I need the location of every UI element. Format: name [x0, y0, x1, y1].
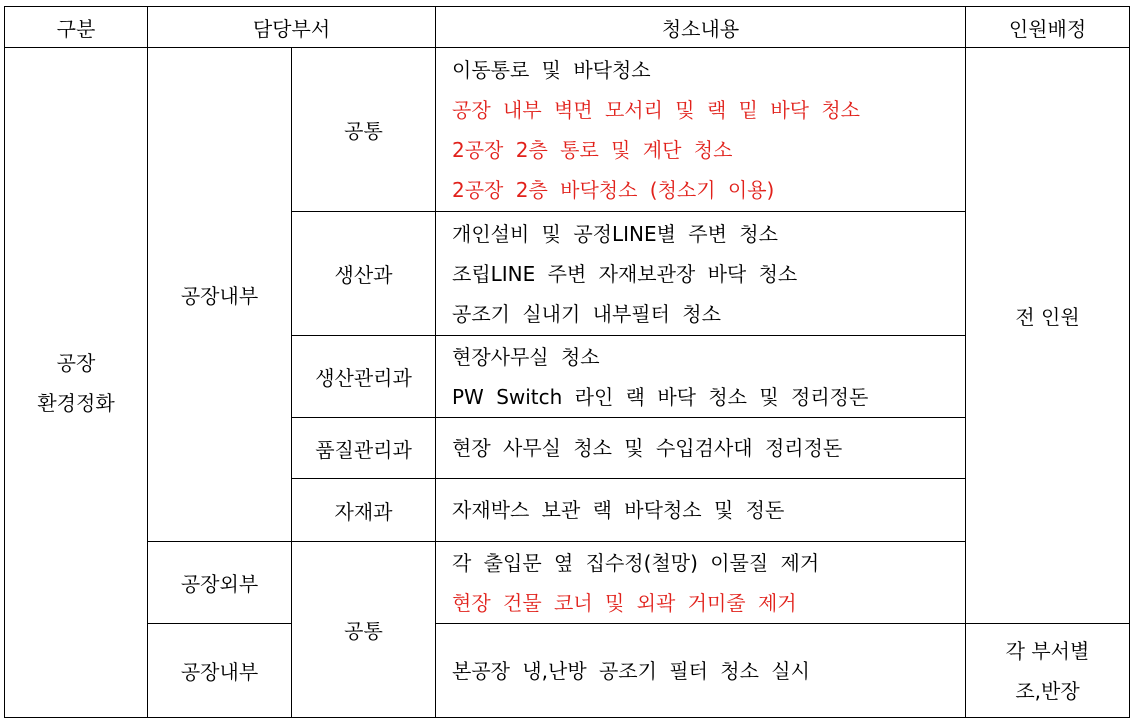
group-inside: 공장내부: [148, 48, 292, 542]
group-outside: 공장외부: [148, 542, 292, 624]
header-staff: 인원배정: [966, 7, 1130, 48]
content-line: PW Switch 라인 랙 바닥 청소 및 정리정돈: [452, 384, 869, 409]
dept-materials: 자재과: [292, 479, 436, 542]
content-quality: [436, 418, 966, 479]
content-line: 자재박스 보관 랙 바닥청소 및 정돈: [452, 498, 785, 522]
header-category: 구분: [5, 7, 148, 48]
content-line: 공조기 실내기 내부필터 청소: [452, 301, 721, 326]
table-row: [5, 624, 1130, 718]
content-line: 현장사무실 청소: [452, 344, 600, 369]
content-line: 2공장 2층 바닥청소 (청소기 이용): [452, 177, 775, 202]
dept-common-1: 공통: [292, 48, 436, 212]
content-line: 현장 사무실 청소 및 수입검사대 정리정돈: [452, 436, 843, 460]
group-inside-2: 공장내부: [148, 624, 292, 718]
content-line: 각 출입문 옆 집수정(철망) 이물질 제거: [452, 550, 820, 575]
staff-line-1: 각 부서별: [1005, 638, 1090, 663]
content-line: 현장 건물 코너 및 외곽 거미줄 제거: [452, 590, 797, 615]
content-outside: [436, 542, 966, 624]
content-production: [436, 212, 966, 336]
header-content: 청소내용: [436, 7, 966, 48]
dept-production: 생산과: [292, 212, 436, 336]
category-line-2: 환경정화: [37, 390, 115, 415]
staff-dept-cell: [966, 624, 1130, 718]
staff-line-2: 조,반장: [1015, 678, 1080, 703]
dept-common-2: 공통: [292, 542, 436, 718]
cleaning-assignment-table: [4, 6, 1130, 718]
category-line-1: 공장: [56, 350, 96, 375]
content-common-1: [436, 48, 966, 212]
dept-quality: 품질관리과: [292, 418, 436, 479]
content-inside-2: [436, 624, 966, 718]
content-line: 본공장 냉,난방 공조기 필터 청소 실시: [452, 658, 810, 683]
content-line: 이동통로 및 바닥청소: [452, 57, 651, 82]
table-row: [5, 542, 1130, 624]
content-materials: [436, 479, 966, 542]
content-line: 공장 내부 벽면 모서리 및 랙 밑 바닥 청소: [452, 97, 860, 122]
content-line: 2공장 2층 통로 및 계단 청소: [452, 137, 733, 162]
dept-prod-mgmt: 생산관리과: [292, 336, 436, 418]
content-prod-mgmt: [436, 336, 966, 418]
table-row: [5, 48, 1130, 212]
staff-all-cell: 전 인원: [966, 48, 1130, 624]
content-line: 조립LINE 주변 자재보관장 바닥 청소: [452, 261, 798, 286]
category-cell: [5, 48, 148, 718]
header-row: [5, 7, 1130, 48]
header-dept: 담당부서: [148, 7, 436, 48]
content-line: 개인설비 및 공정LINE별 주변 청소: [452, 221, 778, 246]
